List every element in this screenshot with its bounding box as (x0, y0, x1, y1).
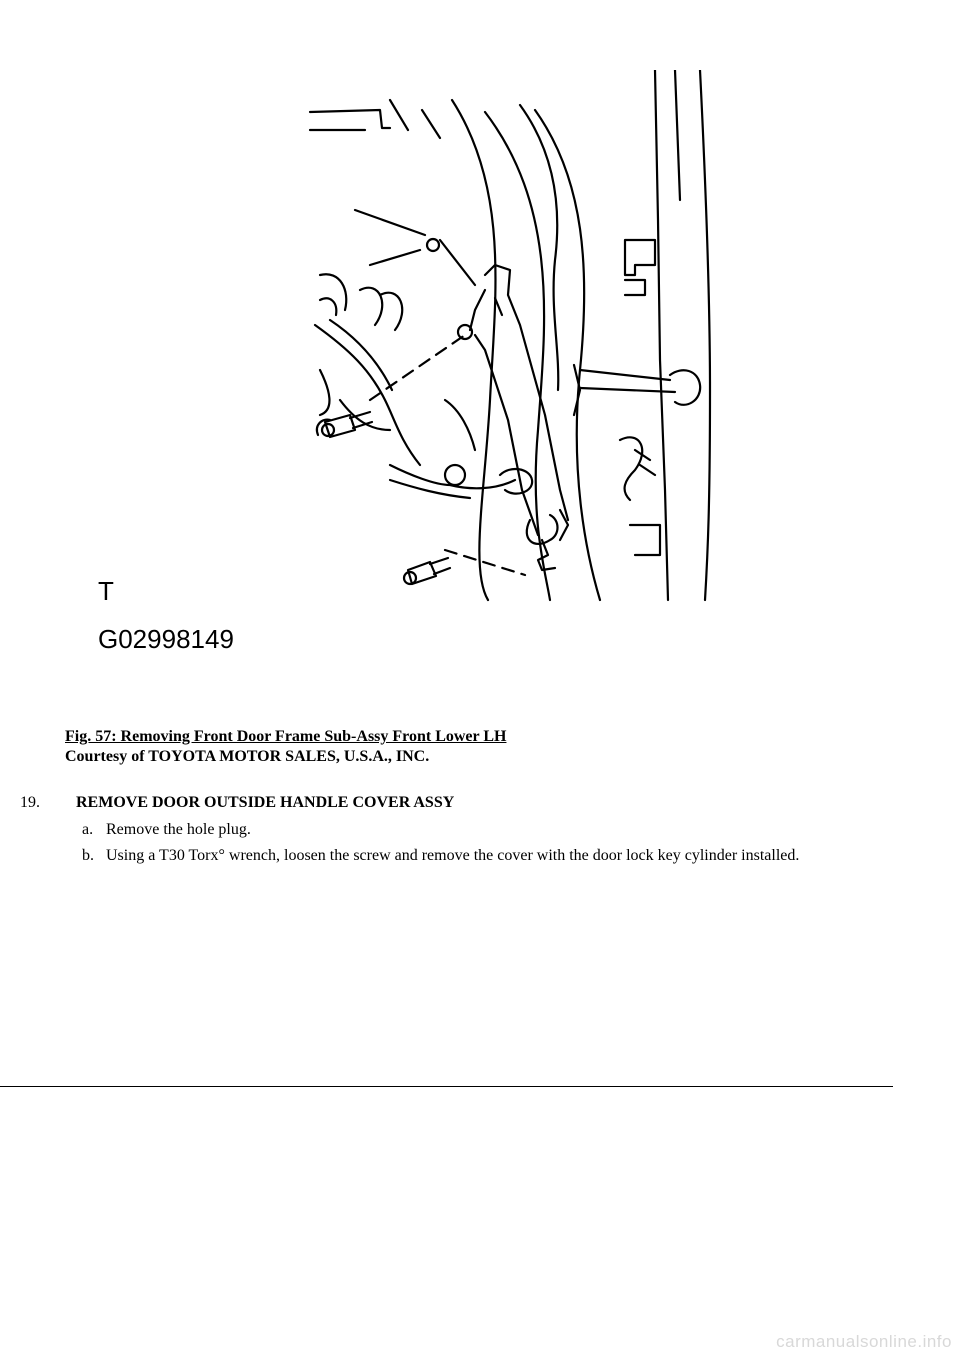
step-heading: REMOVE DOOR OUTSIDE HANDLE COVER ASSY (76, 794, 455, 811)
substep-text: Remove the hole plug. (106, 821, 251, 838)
substep-item (82, 846, 882, 866)
procedure-step (20, 793, 900, 813)
figure-corner-mark: T (98, 576, 114, 606)
substep-letter: a. (82, 821, 94, 838)
figure-caption-title[interactable]: Fig. 57: Removing Front Door Frame Sub-Assy Front Lower LH (65, 728, 507, 745)
substep-text: Using a T30 Torx° wrench, loosen the screw and remove the cover with the door lock key cylinder installed. (106, 847, 800, 864)
page-divider (0, 1086, 893, 1087)
door-frame-illustration (90, 70, 750, 660)
step-number: 19. (20, 794, 40, 811)
substep-list (82, 820, 882, 872)
figure-courtesy: Courtesy of TOYOTA MOTOR SALES, U.S.A., INC. (65, 748, 430, 765)
figure-caption (65, 727, 506, 767)
substep-item (82, 820, 882, 840)
site-watermark: carmanualsonline.info (776, 1332, 952, 1351)
substep-letter: b. (82, 847, 94, 864)
figure-code: G02998149 (98, 624, 234, 654)
